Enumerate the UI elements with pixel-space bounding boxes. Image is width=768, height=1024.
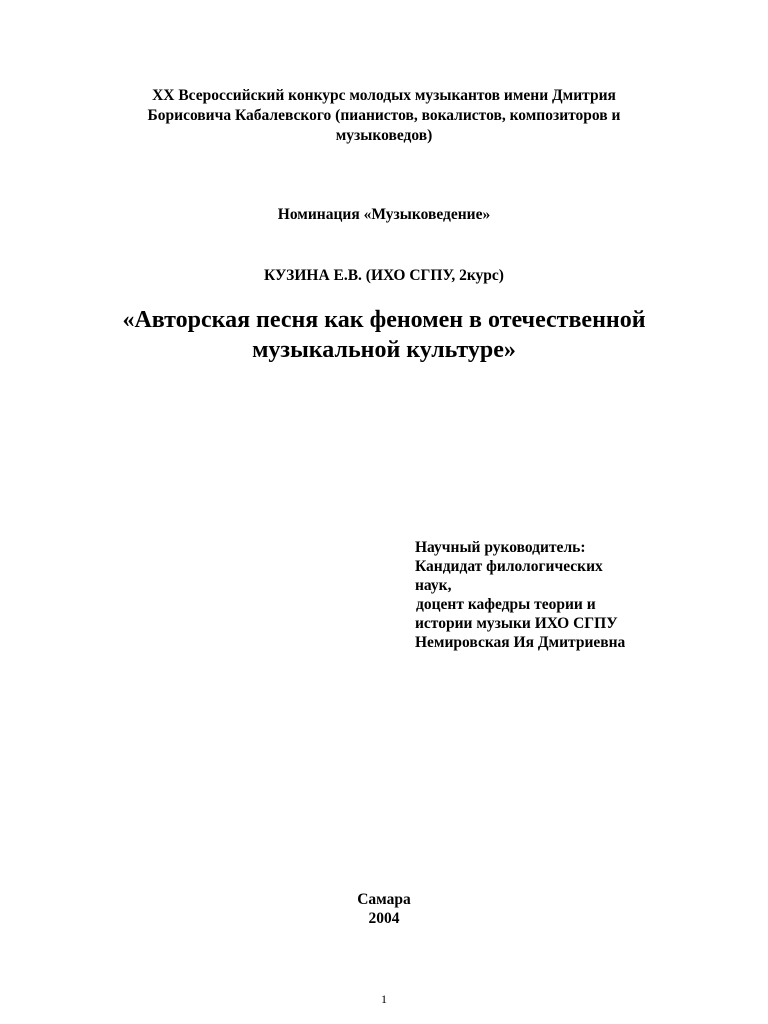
nomination-label: Номинация «Музыковедение» — [277, 206, 491, 223]
work-title-line: «Авторская песня как феномен в отечественной — [122, 307, 646, 333]
advisor-line: Кандидат филологических — [415, 558, 603, 575]
contest-header-line: музыковедов) — [335, 127, 433, 144]
advisor-line: доцент кафедры теории и — [416, 596, 596, 613]
contest-header-line: Борисовича Кабалевского (пианистов, вокалистов, композиторов и — [147, 107, 621, 124]
scientific-advisor-block — [415, 538, 715, 652]
city: Самара — [357, 891, 411, 908]
work-title-line: музыкальной культуре» — [252, 337, 516, 363]
advisor-line: Научный руководитель: — [415, 539, 586, 556]
advisor-line: истории музыки ИХО СГПУ — [415, 615, 618, 632]
work-title — [60, 305, 708, 365]
author-line: КУЗИНА Е.В. (ИХО СГПУ, 2курс) — [264, 267, 504, 284]
contest-header — [84, 86, 684, 146]
contest-header-line: XX Всероссийский конкурс молодых музыкантов имени Дмитрия — [152, 87, 616, 104]
page-number: 1 — [381, 992, 387, 1006]
year: 2004 — [368, 910, 400, 927]
place-and-year — [284, 890, 484, 928]
advisor-line: Немировская Ия Дмитриевна — [415, 634, 626, 651]
advisor-line: наук, — [415, 577, 452, 594]
